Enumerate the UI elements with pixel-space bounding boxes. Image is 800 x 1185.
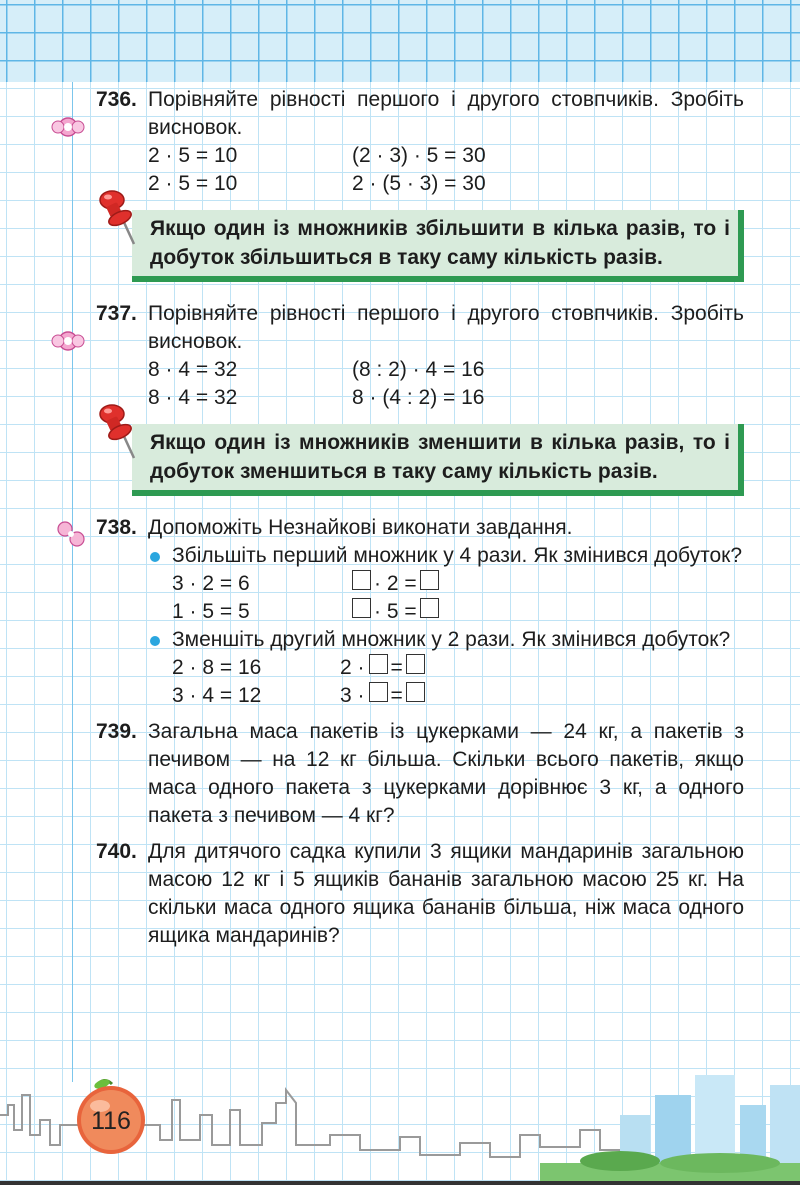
answer-box[interactable] — [352, 598, 371, 618]
task-740 — [96, 838, 744, 950]
pushpin-icon — [96, 188, 140, 248]
equation-left: 8 · 4 = 32 — [148, 358, 238, 381]
exercise-rows — [148, 570, 744, 626]
answer-box[interactable] — [420, 598, 439, 618]
rule-text: Якщо один із множників зменшити в кілька разів, то і добуток зменшиться в таку саму кількість разів. — [150, 431, 730, 483]
exercise-row — [172, 682, 744, 710]
equation-fragment: · 2 = — [374, 572, 417, 595]
equation-left: 2 · 5 = 10 — [148, 144, 238, 167]
exercise-row — [172, 654, 744, 682]
margin-line — [72, 82, 73, 1082]
task-intro: Порівняйте рівності першого і другого стовпчиків. Зробіть висновок. — [148, 88, 744, 139]
task-739 — [96, 718, 744, 830]
equation-fragment: · 5 = — [374, 600, 417, 623]
equation-row — [148, 384, 744, 412]
equation-row — [148, 170, 744, 198]
given-equation: 3 · 4 = 12 — [172, 684, 262, 707]
task-intro: Допоможіть Незнайкові виконати завдання. — [148, 516, 573, 539]
answer-box[interactable] — [420, 570, 439, 590]
task-subpart — [148, 542, 744, 570]
bullet-icon — [150, 636, 160, 646]
equation-left: 2 · 5 = 10 — [148, 172, 238, 195]
equation-fragment: 3 · — [340, 684, 365, 707]
task-number: 737. — [96, 302, 137, 325]
exercise-row — [172, 598, 744, 626]
answer-box[interactable] — [369, 682, 388, 702]
equation-fragment: = — [390, 684, 403, 707]
equation-left: 8 · 4 = 32 — [148, 386, 238, 409]
grid-header-band — [0, 0, 800, 82]
answer-box[interactable] — [352, 570, 371, 590]
bow-icon — [56, 520, 86, 548]
subpart-text: Зменшіть другий множник у 2 рази. Як змінився добуток? — [172, 628, 731, 651]
rule-box — [132, 210, 744, 282]
answer-box[interactable] — [406, 682, 425, 702]
page-number-badge — [68, 1072, 154, 1158]
task-intro: Порівняйте рівності першого і другого стовпчиків. Зробіть висновок. — [148, 302, 744, 353]
page-number: 116 — [91, 1107, 131, 1135]
task-text: Загальна маса пакетів із цукерками — 24 кг, а пакетів з печивом — на 12 кг більша. Скільки всього пакетів, якщо маса одного пакета з цукерками дорівнює 3 кг, а одного пакета з печивом — 4 кг? — [148, 720, 744, 827]
equation-right: (8 : 2) · 4 = 16 — [352, 358, 485, 381]
equation-right: 2 · (5 · 3) = 30 — [352, 172, 486, 195]
answer-box[interactable] — [406, 654, 425, 674]
task-number: 740. — [96, 840, 137, 863]
given-equation: 2 · 8 = 16 — [172, 656, 262, 679]
rule-text: Якщо один із множників збільшити в кілька разів, то і добуток збільшиться в таку саму кількість разів. — [150, 217, 730, 269]
given-equation: 1 · 5 = 5 — [172, 600, 250, 623]
page-content — [96, 86, 744, 954]
answer-box[interactable] — [369, 654, 388, 674]
equation-row — [148, 142, 744, 170]
task-736 — [96, 86, 744, 198]
equation-fragment: 2 · — [340, 656, 365, 679]
task-number: 736. — [96, 88, 137, 111]
equation-right: (2 · 3) · 5 = 30 — [352, 144, 486, 167]
task-737 — [96, 300, 744, 412]
equation-fragment: = — [390, 656, 403, 679]
exercise-rows — [148, 654, 744, 710]
equation-row — [148, 356, 744, 384]
exercise-row — [172, 570, 744, 598]
rule-box — [132, 424, 744, 496]
task-number: 738. — [96, 516, 137, 539]
given-equation: 3 · 2 = 6 — [172, 572, 250, 595]
task-text: Для дитячого садка купили 3 ящики мандаринів загальною масою 12 кг і 5 ящиків бананів загальною масою 25 кг. На скільки маса одного ящика бананів більша, ніж маса одного ящика мандаринів? — [148, 840, 744, 947]
task-number: 739. — [96, 720, 137, 743]
subpart-text: Збільшіть перший множник у 4 рази. Як змінився добуток? — [172, 544, 743, 567]
equation-right: 8 · (4 : 2) = 16 — [352, 386, 485, 409]
pushpin-icon — [96, 402, 140, 462]
flower-icon — [50, 326, 86, 356]
flower-icon — [50, 112, 86, 142]
task-738 — [96, 514, 744, 710]
task-subpart — [148, 626, 744, 654]
bullet-icon — [150, 552, 160, 562]
